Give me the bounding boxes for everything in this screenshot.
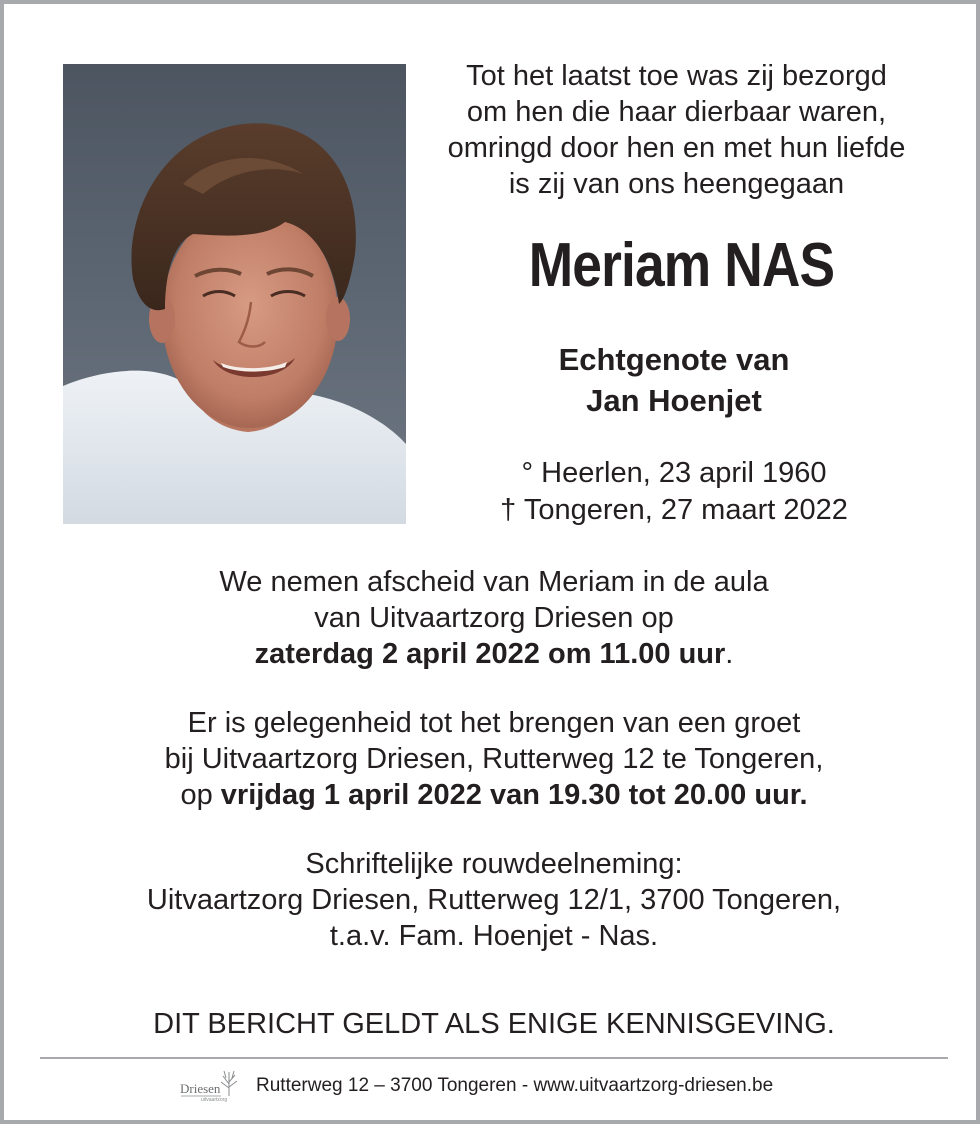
farewell-date-line (4, 636, 980, 672)
visit-date-line (4, 777, 980, 813)
visit-line: Er is gelegenheid tot het brengen van een groet (187, 707, 801, 739)
condolence-address: Uitvaartzorg Driesen, Rutterweg 12/1, 3700 Tongeren, (146, 884, 842, 916)
spouse-relation: Echtgenote van (558, 342, 790, 377)
life-dates (424, 455, 924, 529)
spouse-info (424, 339, 924, 421)
condolence-recipient: t.a.v. Fam. Hoenjet - Nas. (329, 920, 659, 952)
birth-line (424, 455, 924, 492)
birth-date: Heerlen, 23 april 1960 (541, 457, 827, 489)
spouse-name: Jan Hoenjet (586, 383, 762, 418)
divider (40, 1057, 948, 1059)
notice-statement: DIT BERICHT GELDT ALS ENIGE KENNISGEVING. (153, 1008, 835, 1040)
poem-line: om hen die haar dierbaar waren, (466, 96, 887, 128)
condolence-line: Schriftelijke rouwdeelneming: (305, 848, 683, 880)
farewell-line: van Uitvaartzorg Driesen op (314, 602, 674, 634)
condolence-section (4, 846, 980, 954)
footer (4, 1066, 980, 1106)
visit-date: vrijdag 1 april 2022 van 19.30 tot 20.00 uur. (220, 779, 808, 811)
poem-line: Tot het laatst toe was zij bezorgd (466, 60, 887, 92)
visitation-section (4, 705, 980, 813)
footer-address: Rutterweg 12 – 3700 Tongeren - www.uitvaartzorg-driesen.be (256, 1075, 774, 1096)
death-line (424, 492, 924, 529)
farewell-date: zaterdag 2 april 2022 om 11.00 uur (254, 638, 726, 670)
portrait-photo (63, 64, 406, 524)
visit-prefix: op (180, 779, 213, 811)
cross-icon: † (500, 494, 517, 526)
farewell-line: We nemen afscheid van Meriam in de aula (219, 566, 769, 598)
logo-wordmark: Driesen (180, 1081, 221, 1096)
funeral-home-logo (179, 1066, 244, 1104)
logo-subtext: uitvaartzorg (201, 1097, 228, 1103)
deceased-name: Meriam NAS (528, 231, 835, 300)
visit-line: bij Uitvaartzorg Driesen, Rutterweg 12 te Tongeren, (164, 743, 824, 775)
farewell-date-end: . (725, 638, 734, 670)
poem-line: omringd door hen en met hun liefde (447, 132, 906, 164)
death-date: Tongeren, 27 maart 2022 (523, 494, 848, 526)
birth-symbol: ° (521, 457, 534, 489)
farewell-section (4, 564, 980, 672)
memorial-poem (424, 58, 929, 202)
poem-line: is zij van ons heengegaan (508, 168, 845, 200)
